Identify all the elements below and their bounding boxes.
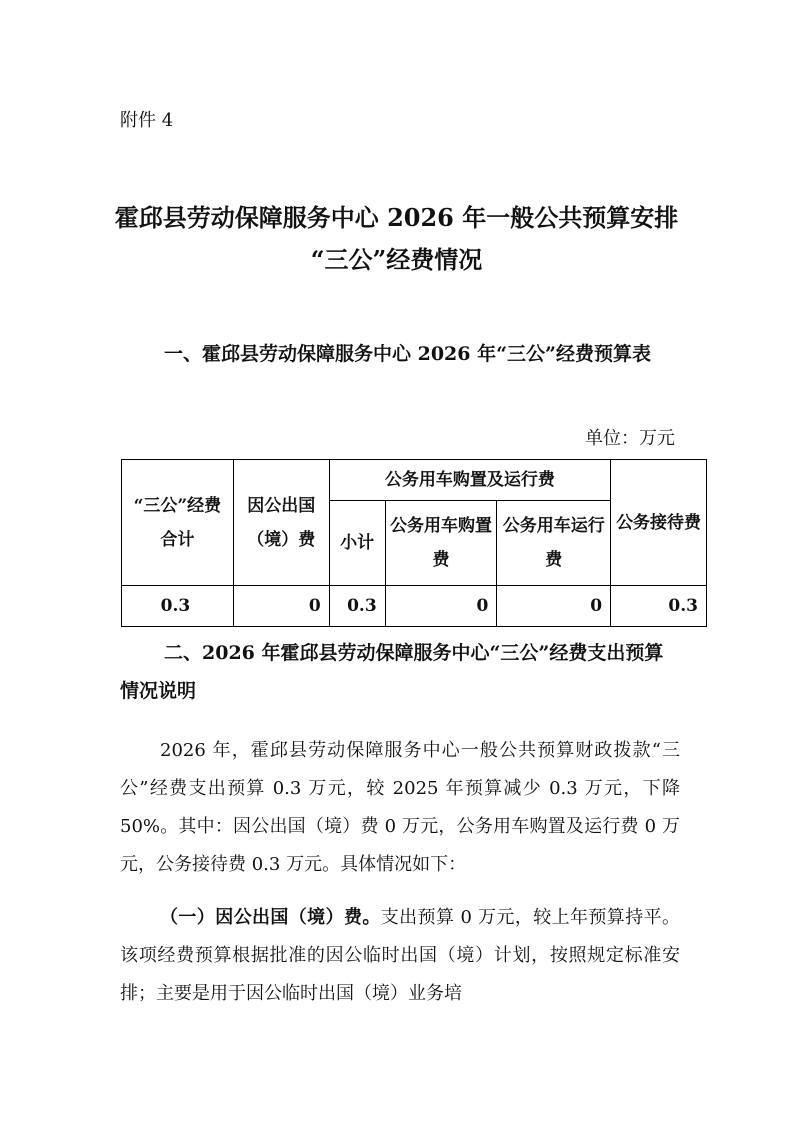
section1-heading: 一、霍邱县劳动保障服务中心 2026 年“三公”经费预算表 bbox=[164, 343, 651, 365]
value-abroad: 0 bbox=[233, 586, 329, 627]
abroad-expense-lead: （一）因公出国（境）费。 bbox=[160, 907, 381, 928]
explanation-paragraph: 2026 年，霍邱县劳动保障服务中心一般公共预算财政拨款“三公”经费支出预算 0.3 万元，较 2025 年预算减少 0.3 万元，下降 50%。其中：因公出国（境）费 0 万元，公务用车购置及运行费 0 万元，公务接待费 0.3 万元。具体情况如下： bbox=[120, 740, 680, 875]
section2-heading: 二、2026 年霍邱县劳动保障服务中心“三公”经费支出预算情况说明 bbox=[120, 642, 664, 702]
document-title-line2: “三公”经费情况 bbox=[310, 245, 483, 274]
header-vehicle-operation: 公务用车运行费 bbox=[497, 501, 611, 586]
value-subtotal: 0.3 bbox=[329, 586, 385, 627]
header-reception: 公务接待费 bbox=[611, 460, 707, 586]
header-vehicle-purchase: 公务用车购置费 bbox=[385, 501, 497, 586]
header-vehicle-group: 公务用车购置及运行费 bbox=[329, 460, 610, 501]
budget-table bbox=[121, 459, 707, 627]
abroad-expense-paragraph bbox=[120, 899, 680, 1013]
unit-label: 单位：万元 bbox=[585, 428, 675, 449]
value-vehicle-purchase: 0 bbox=[385, 586, 497, 627]
abroad-expense-text: 支出预算 0 万元，较上年预算持平。该项经费预算根据批准的因公临时出国（境）计划，按照规定标准安排；主要是用于因公临时出国（境）业务培 bbox=[120, 907, 680, 1004]
value-reception: 0.3 bbox=[611, 586, 707, 627]
attachment-label: 附件 4 bbox=[120, 110, 174, 131]
document-title-line1: 霍邱县劳动保障服务中心 2026 年一般公共预算安排 bbox=[114, 203, 679, 232]
value-total: 0.3 bbox=[122, 586, 234, 627]
header-total: “三公”经费合计 bbox=[122, 460, 234, 586]
header-subtotal: 小计 bbox=[329, 501, 385, 586]
header-abroad: 因公出国（境）费 bbox=[233, 460, 329, 586]
value-vehicle-operation: 0 bbox=[497, 586, 611, 627]
